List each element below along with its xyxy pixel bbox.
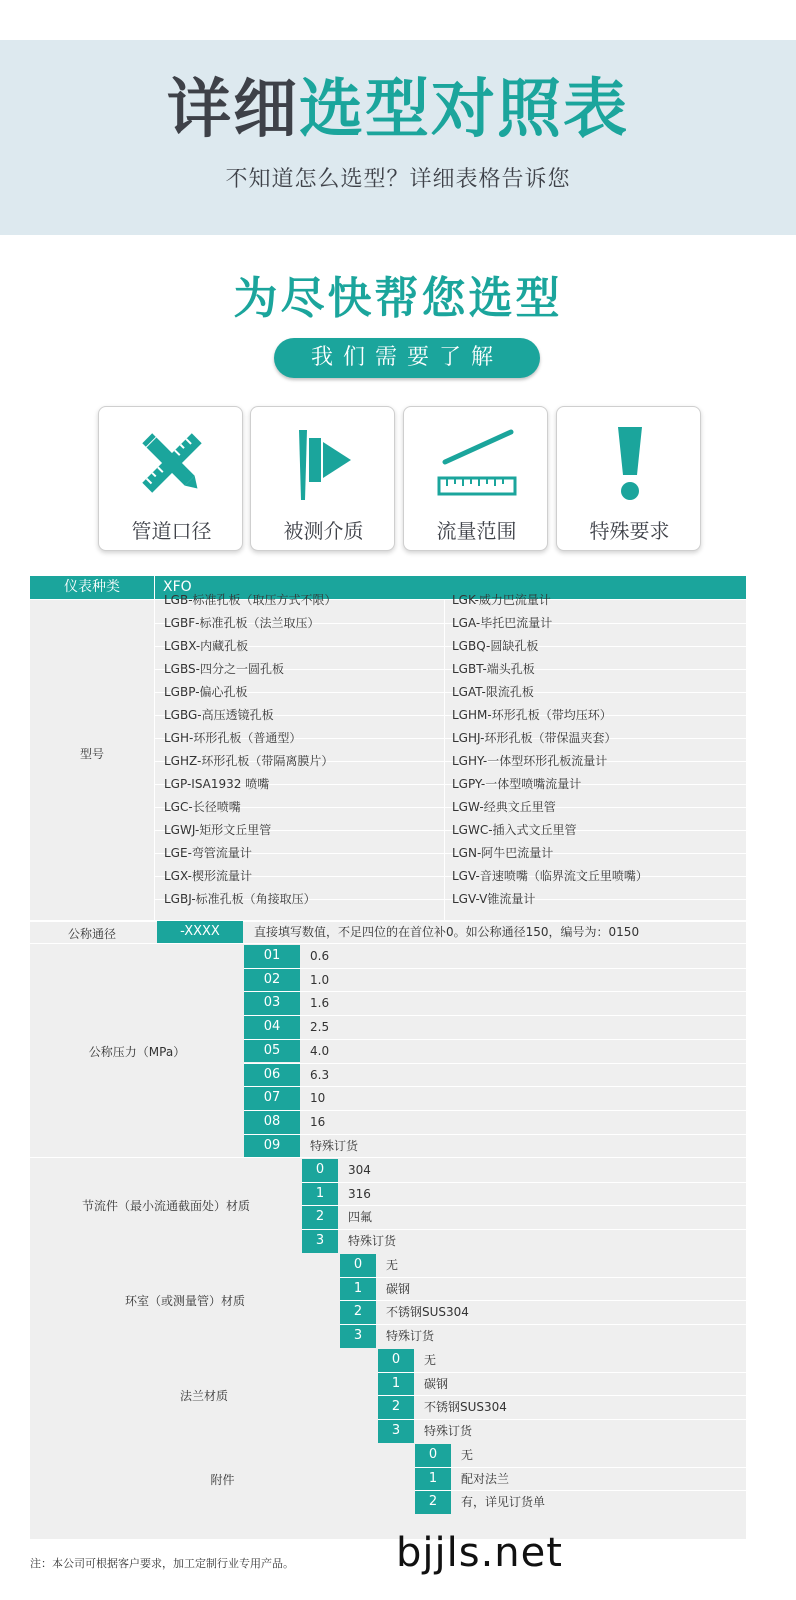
option-value: 0.6 <box>310 949 330 963</box>
card-pipe-diameter[interactable] <box>98 406 243 551</box>
list-item: LGA-毕托巴流量计 <box>452 616 553 630</box>
card-label: 被测介质 <box>283 519 364 543</box>
section-label: 节流件（最小流通截面处）材质 <box>81 1199 250 1214</box>
list-item: LGBG-高压透镜孔板 <box>164 708 274 722</box>
banner-subtitle: 不知道怎么选型？详细表格告诉您 <box>225 167 571 192</box>
option-value: 10 <box>310 1091 326 1106</box>
section-pill: 我们需要了解 <box>274 338 540 378</box>
section-title: 为尽快帮您选型 <box>233 273 563 324</box>
row-divider <box>155 807 746 808</box>
option-code: 05 <box>244 1040 300 1063</box>
list-item: LGBP-偏心孔板 <box>164 685 248 699</box>
list-item: LGC-长径喷嘴 <box>164 800 241 814</box>
option-code: 3 <box>378 1420 414 1443</box>
option-value: 四氟 <box>348 1210 373 1225</box>
list-item: LGHZ-环形孔板（带隔离膜片） <box>164 754 334 768</box>
option-code: 3 <box>340 1325 376 1348</box>
option-value: 特殊订货 <box>424 1424 473 1439</box>
option-value: 配对法兰 <box>461 1471 510 1486</box>
option-value: 碳钢 <box>424 1376 449 1391</box>
option-code: 1 <box>415 1468 451 1491</box>
list-item: LGWJ-矩形文丘里管 <box>164 823 272 837</box>
footer-note: 注：本公司可根据客户要求，加工定制行业专用产品。 <box>30 1557 294 1570</box>
list-item: LGV-音速喷嘴（临界流文丘里喷嘴） <box>452 869 648 883</box>
list-item: LGHJ-环形孔板（带保温夹套） <box>452 731 617 745</box>
option-code: 08 <box>244 1111 300 1134</box>
list-item: LGHM-环形孔板（带均压环） <box>452 708 612 722</box>
list-item: LGN-阿牛巴流量计 <box>452 846 554 860</box>
table-header-label: 仪表种类 <box>30 576 154 599</box>
section-label: 环室（或测量管）材质 <box>124 1294 245 1309</box>
list-item: LGBQ-圆缺孔板 <box>452 639 539 653</box>
list-item: LGK-威力巴流量计 <box>452 593 551 607</box>
card-flow-range[interactable] <box>403 406 548 551</box>
option-value: 6.3 <box>310 1067 330 1082</box>
exclamation-icon <box>557 421 702 505</box>
section-label: 附件 <box>210 1472 235 1487</box>
option-code: 04 <box>244 1016 300 1039</box>
section-label: 公称压力（MPa） <box>88 1044 186 1059</box>
list-item: LGHY-一体型环形孔板流量计 <box>452 754 608 768</box>
list-item: LGH-环形孔板（普通型） <box>164 731 302 745</box>
list-item: LGWC-插入式文丘里管 <box>452 823 577 837</box>
diameter-code: -XXXX <box>157 921 243 943</box>
option-code: 07 <box>244 1087 300 1110</box>
option-code: 2 <box>340 1301 376 1324</box>
scale-ruler-icon <box>404 421 549 505</box>
option-value: 316 <box>348 1186 371 1201</box>
option-value: 特殊订货 <box>386 1329 435 1344</box>
list-item: LGBT-端头孔板 <box>452 662 535 676</box>
card-label: 特殊要求 <box>589 519 670 543</box>
option-code: 0 <box>378 1349 414 1372</box>
list-item: LGAT-限流孔板 <box>452 685 534 699</box>
card-special[interactable] <box>556 406 701 551</box>
option-code: 0 <box>340 1254 376 1277</box>
option-value: 不锈钢SUS304 <box>386 1305 469 1320</box>
option-value: 有，详见订货单 <box>461 1495 546 1510</box>
option-value: 特殊订货 <box>348 1234 397 1249</box>
list-item: LGBX-内藏孔板 <box>164 639 249 653</box>
list-item: LGX-楔形流量计 <box>164 869 252 883</box>
banner-title <box>0 70 796 150</box>
option-value: 特殊订货 <box>310 1138 359 1153</box>
list-item: LGBS-四分之一圆孔板 <box>164 662 284 676</box>
card-label: 流量范围 <box>436 519 517 543</box>
diameter-desc: 直接填写数值，不足四位的在首位补0。如公称通径150，编号为：0150 <box>254 925 640 939</box>
option-value: 无 <box>461 1448 474 1462</box>
option-code: 0 <box>302 1159 338 1182</box>
option-value: 无 <box>424 1353 437 1367</box>
banner-title-part2: 选型对照表 <box>299 73 629 147</box>
option-code: 1 <box>378 1373 414 1396</box>
list-item: LGPY-一体型喷嘴流量计 <box>452 777 582 791</box>
option-value: 1.0 <box>310 972 330 987</box>
option-code: 09 <box>244 1135 300 1158</box>
option-code: 3 <box>302 1230 338 1253</box>
option-value: 碳钢 <box>386 1281 411 1296</box>
list-item: LGV-V锥流量计 <box>452 892 536 906</box>
option-code: 1 <box>302 1183 338 1206</box>
model-label: 型号 <box>79 747 104 761</box>
diameter-label: 公称通径 <box>67 927 116 941</box>
list-item: LGB-标准孔板（取压方式不限） <box>164 593 337 607</box>
option-code: 0 <box>415 1444 451 1467</box>
option-value: 16 <box>310 1114 326 1129</box>
list-item: LGBF-标准孔板（法兰取压） <box>164 616 320 630</box>
watermark: bjjls.net <box>396 1530 563 1576</box>
option-code: 1 <box>340 1278 376 1301</box>
option-value: 1.6 <box>310 996 330 1011</box>
option-code: 2 <box>302 1206 338 1229</box>
option-code: 03 <box>244 992 300 1015</box>
option-code: 2 <box>415 1491 451 1514</box>
option-value: 无 <box>386 1258 399 1272</box>
table-header-value: XFO <box>155 576 746 599</box>
banner <box>0 40 796 235</box>
option-value: 不锈钢SUS304 <box>424 1400 507 1415</box>
ruler-pencil-icon <box>99 421 244 505</box>
list-item: LGE-弯管流量计 <box>164 846 252 860</box>
card-medium[interactable] <box>250 406 395 551</box>
option-value: 304 <box>348 1163 371 1177</box>
list-item: LGP-ISA1932 喷嘴 <box>164 777 270 791</box>
list-item: LGBJ-标准孔板（角接取压） <box>164 892 316 906</box>
option-code: 06 <box>244 1064 300 1087</box>
option-code: 2 <box>378 1396 414 1419</box>
option-code: 01 <box>244 945 300 968</box>
flag-icon <box>251 421 396 505</box>
option-code: 02 <box>244 969 300 992</box>
list-item: LGW-经典文丘里管 <box>452 800 556 814</box>
banner-title-part1: 详细 <box>167 73 299 147</box>
option-value: 4.0 <box>310 1043 330 1058</box>
card-label: 管道口径 <box>131 519 212 543</box>
section-label: 法兰材质 <box>179 1389 228 1404</box>
option-value: 2.5 <box>310 1020 330 1035</box>
